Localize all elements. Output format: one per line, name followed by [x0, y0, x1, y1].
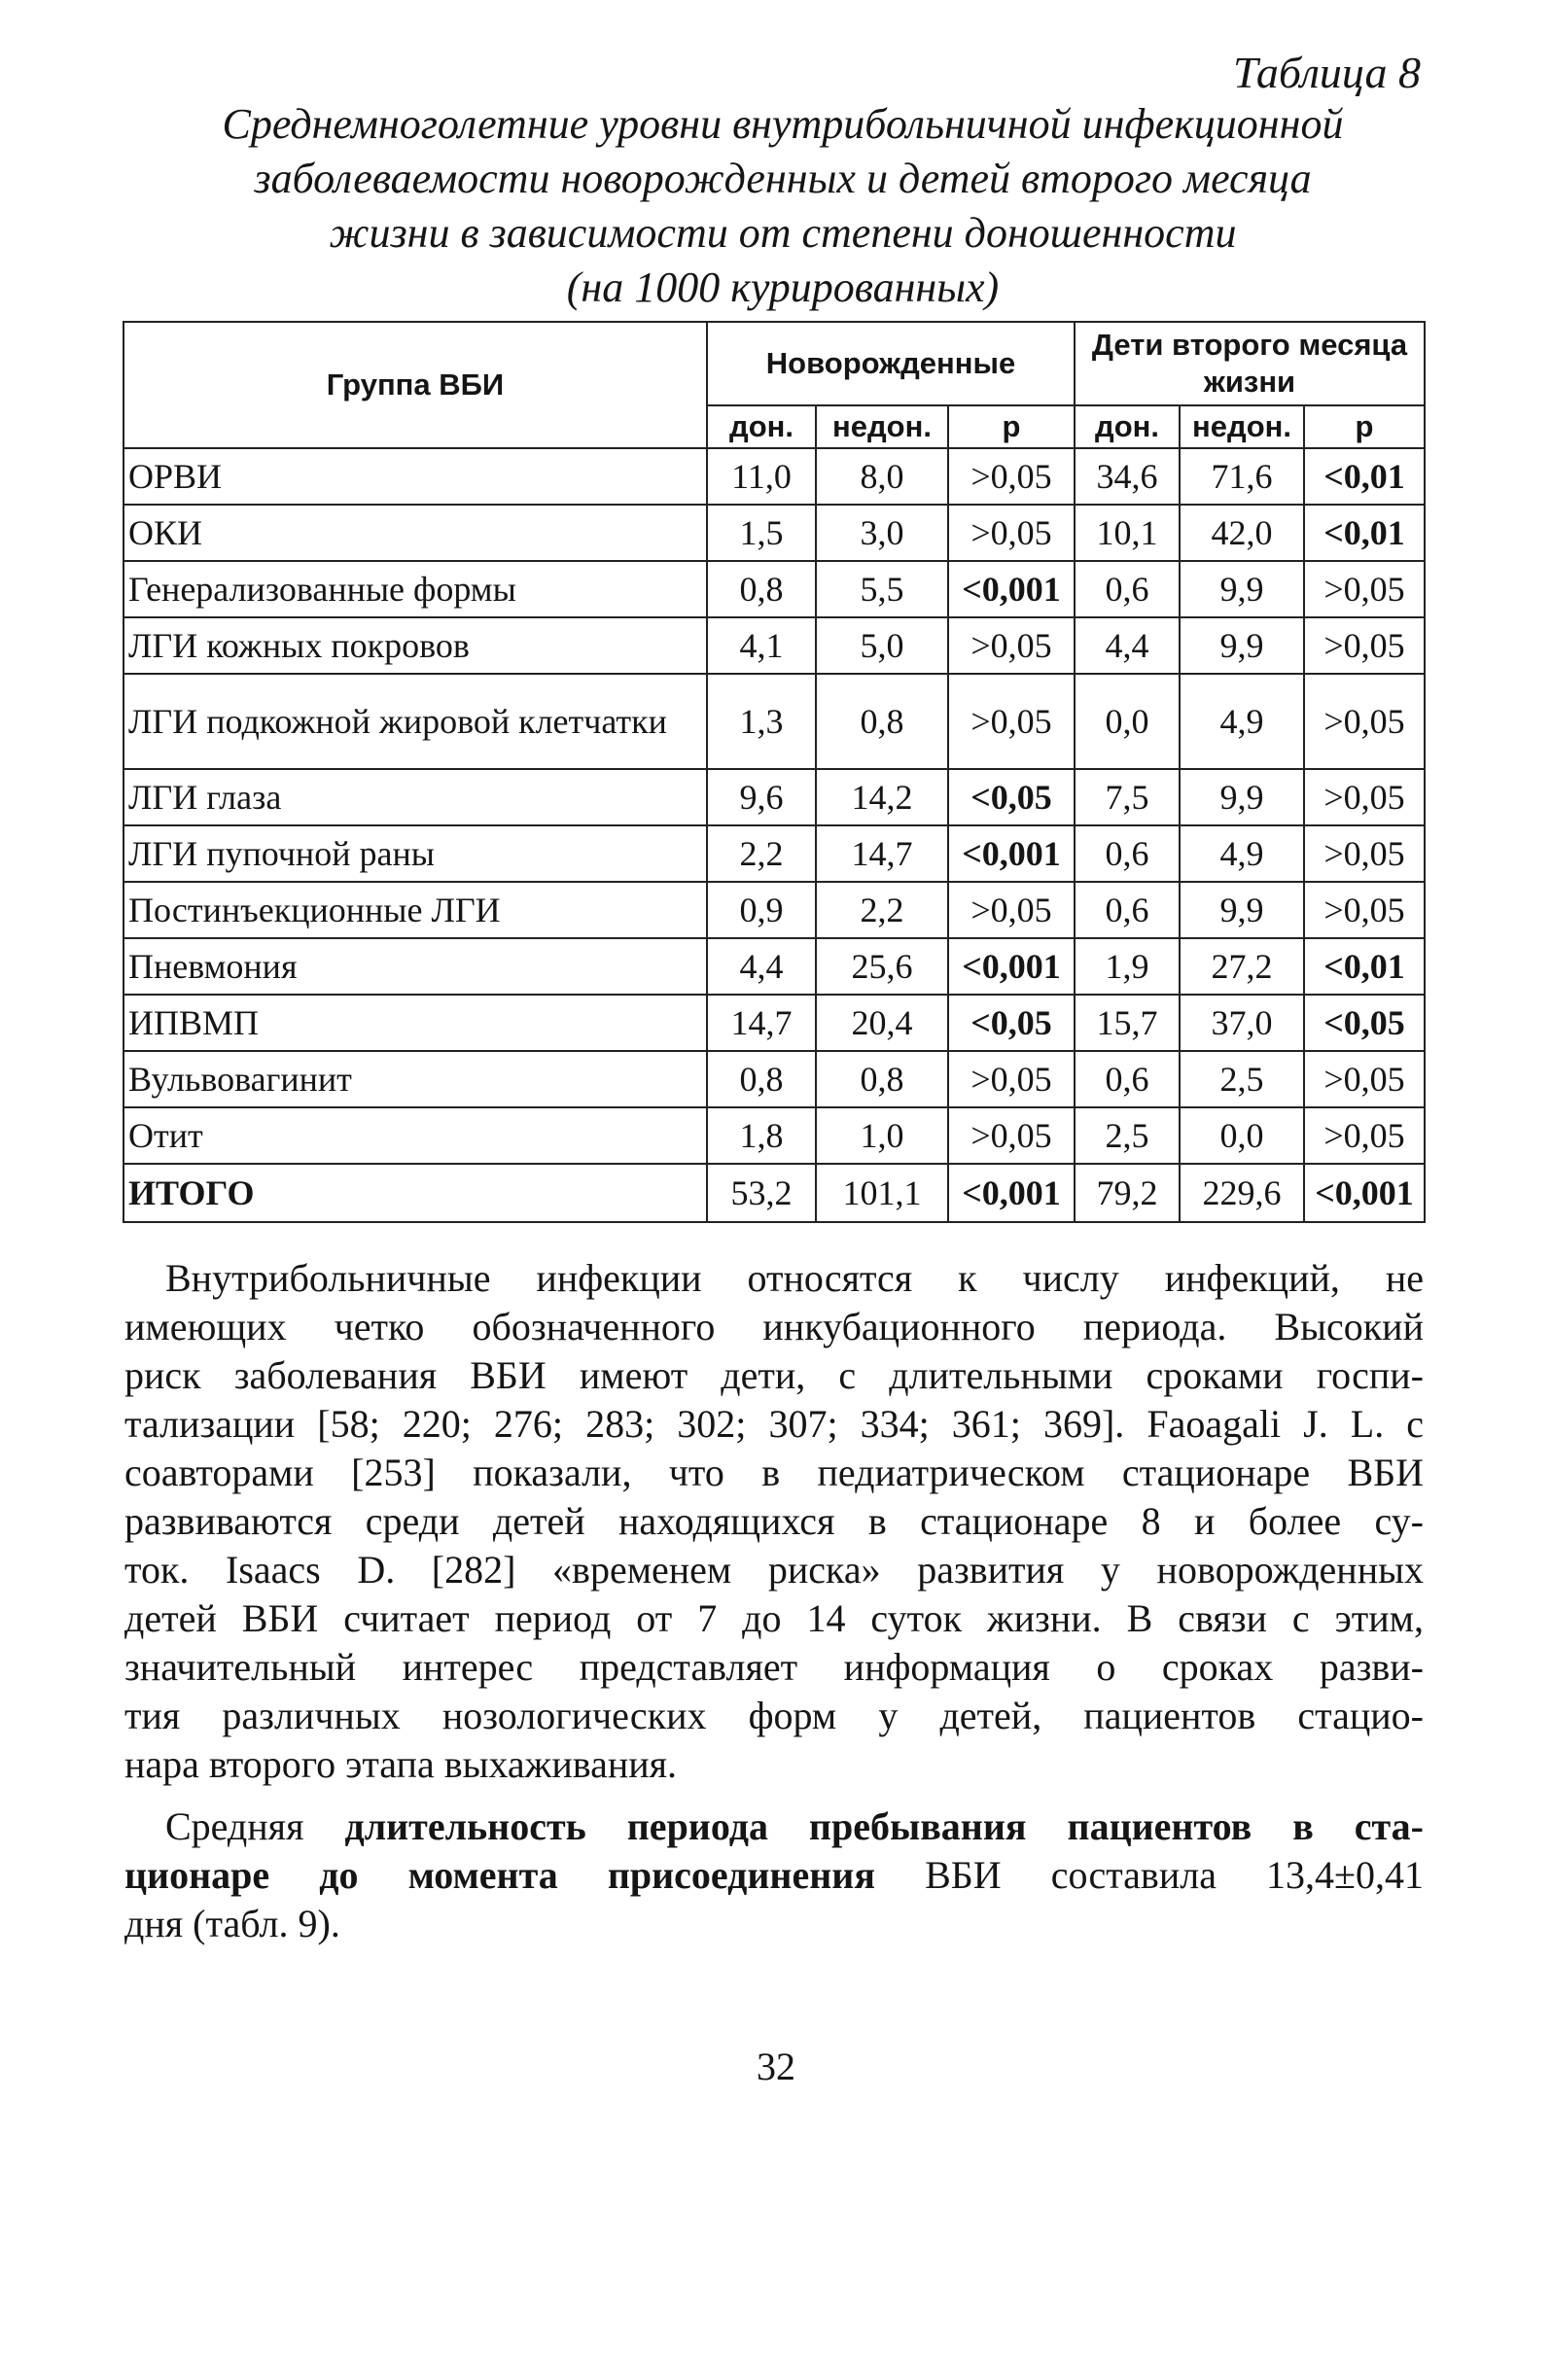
table-row [123, 448, 1425, 505]
cell: 0,6 [1075, 1051, 1180, 1107]
subheader-nedon: недон. [816, 405, 948, 448]
table-row [123, 1051, 1425, 1107]
cell: >0,05 [948, 882, 1075, 938]
bold-text: ционаре до момента присоединения [124, 1853, 875, 1897]
paragraph-line: дня (табл. 9). [124, 1902, 340, 1945]
cell: >0,05 [1304, 1107, 1425, 1164]
cell: 0,6 [1075, 561, 1180, 617]
cell: 10,1 [1075, 505, 1180, 561]
cell: 4,4 [1075, 617, 1180, 674]
cell: 79,2 [1075, 1164, 1180, 1222]
cell: <0,01 [1304, 448, 1425, 505]
cell: 2,2 [707, 825, 816, 882]
cell: >0,05 [948, 1107, 1075, 1164]
cell: 0,0 [1180, 1107, 1304, 1164]
paragraph-line: развиваются среди детей находящихся в стационаре 8 и более су- [124, 1499, 1424, 1543]
incidence-table [123, 321, 1426, 1223]
cell: <0,05 [948, 995, 1075, 1051]
cell: <0,05 [1304, 995, 1425, 1051]
cell: <0,01 [1304, 938, 1425, 995]
table-row [123, 1107, 1425, 1164]
cell: >0,05 [948, 448, 1075, 505]
cell: 0,8 [816, 1051, 948, 1107]
cell: >0,05 [1304, 769, 1425, 825]
cell: <0,05 [948, 769, 1075, 825]
paragraph-line [124, 1802, 1424, 1851]
cell: <0,001 [948, 825, 1075, 882]
table-caption [136, 97, 1429, 315]
subheader-p: p [1304, 405, 1425, 448]
cell: 101,1 [816, 1164, 948, 1222]
row-label: Генерализованные формы [123, 561, 707, 617]
cell: 1,9 [1075, 938, 1180, 995]
cell: <0,001 [948, 561, 1075, 617]
paragraph-line: соавторами [253] показали, что в педиатрическом стационаре ВБИ [124, 1451, 1424, 1494]
cell: >0,05 [948, 1051, 1075, 1107]
row-label: ОРВИ [123, 448, 707, 505]
header-second-month: Дети второго месяца жизни [1075, 322, 1425, 405]
row-label: Вульвовагинит [123, 1051, 707, 1107]
cell: 2,5 [1075, 1107, 1180, 1164]
cell: 2,2 [816, 882, 948, 938]
table-row [123, 561, 1425, 617]
cell: 4,4 [707, 938, 816, 995]
cell: >0,05 [948, 617, 1075, 674]
cell: 14,7 [707, 995, 816, 1051]
cell: 0,8 [707, 561, 816, 617]
plain-text: ВБИ составила 13,4±0,41 [874, 1853, 1424, 1897]
header-newborn: Новорожденные [707, 322, 1075, 405]
table-row [123, 995, 1425, 1051]
caption-line: Среднемноголетние уровни внутрибольничной инфекционной [222, 100, 1344, 148]
row-label: ОКИ [123, 505, 707, 561]
table-row [123, 505, 1425, 561]
cell: 1,8 [707, 1107, 816, 1164]
header-group: Группа ВБИ [123, 322, 707, 448]
cell: >0,05 [1304, 674, 1425, 769]
body-paragraph-2 [124, 1802, 1424, 1948]
cell: >0,05 [1304, 1051, 1425, 1107]
row-label: ЛГИ пупочной раны [123, 825, 707, 882]
cell: 3,0 [816, 505, 948, 561]
caption-line: жизни в зависимости от степени доношенности [329, 209, 1237, 257]
paragraph-line: нара второго этапа выхаживания. [124, 1742, 678, 1786]
cell: <0,001 [948, 938, 1075, 995]
paragraph-line: риск заболевания ВБИ имеют дети, с длительными сроками госпи- [124, 1353, 1424, 1397]
cell: 9,9 [1180, 882, 1304, 938]
paragraph-line: ток. Isaacs D. [282] «временем риска» развития у новорожденных [124, 1548, 1424, 1592]
cell: >0,05 [948, 674, 1075, 769]
table-number: Таблица 8 [1232, 48, 1421, 97]
cell: >0,05 [1304, 561, 1425, 617]
cell: 71,6 [1180, 448, 1304, 505]
table-row [123, 769, 1425, 825]
cell: 8,0 [816, 448, 948, 505]
row-label: ЛГИ подкожной жировой клетчатки [123, 674, 707, 769]
row-label: Отит [123, 1107, 707, 1164]
cell: 229,6 [1180, 1164, 1304, 1222]
cell: 0,6 [1075, 825, 1180, 882]
body-paragraph [124, 1254, 1424, 1789]
paragraph-line: тия различных нозологических форм у детей, пациентов стацио- [124, 1694, 1424, 1737]
cell: 1,3 [707, 674, 816, 769]
row-label: ЛГИ глаза [123, 769, 707, 825]
caption-line: заболеваемости новорожденных и детей второго месяца [254, 155, 1312, 202]
cell: 0,6 [1075, 882, 1180, 938]
cell: 27,2 [1180, 938, 1304, 995]
cell: 4,9 [1180, 825, 1304, 882]
cell: 9,9 [1180, 561, 1304, 617]
paragraph-line: детей ВБИ считает период от 7 до 14 суток жизни. В связи с этим, [124, 1596, 1424, 1640]
cell: 1,5 [707, 505, 816, 561]
bold-text: длительность периода пребывания пациентов в ста- [344, 1804, 1424, 1848]
plain-text: Средняя [165, 1804, 345, 1848]
row-label: Пневмония [123, 938, 707, 995]
cell: 9,9 [1180, 617, 1304, 674]
cell: 25,6 [816, 938, 948, 995]
subheader-don: дон. [1075, 405, 1180, 448]
cell: 14,2 [816, 769, 948, 825]
cell: 5,5 [816, 561, 948, 617]
cell: 14,7 [816, 825, 948, 882]
paragraph-line: Внутрибольничные инфекции относятся к числу инфекций, не [165, 1256, 1424, 1300]
cell: 7,5 [1075, 769, 1180, 825]
cell: <0,001 [948, 1164, 1075, 1222]
cell: 53,2 [707, 1164, 816, 1222]
cell: 11,0 [707, 448, 816, 505]
cell: <0,001 [1304, 1164, 1425, 1222]
paragraph-line [124, 1851, 1424, 1900]
row-label: ИТОГО [123, 1164, 707, 1222]
cell: 20,4 [816, 995, 948, 1051]
cell: <0,01 [1304, 505, 1425, 561]
subheader-don: дон. [707, 405, 816, 448]
cell: >0,05 [1304, 882, 1425, 938]
cell: 9,6 [707, 769, 816, 825]
paragraph-line: значительный интерес представляет информация о сроках разви- [124, 1645, 1424, 1689]
table-row [123, 825, 1425, 882]
cell: 9,9 [1180, 769, 1304, 825]
cell: 5,0 [816, 617, 948, 674]
row-label: ИПВМП [123, 995, 707, 1051]
cell: 37,0 [1180, 995, 1304, 1051]
cell: >0,05 [1304, 825, 1425, 882]
cell: 4,9 [1180, 674, 1304, 769]
cell: >0,05 [1304, 617, 1425, 674]
caption-line: (на 1000 курированных) [566, 263, 1000, 311]
cell: 0,8 [816, 674, 948, 769]
subheader-nedon: недон. [1180, 405, 1304, 448]
table-row [123, 674, 1425, 769]
table-row [123, 938, 1425, 995]
cell: 34,6 [1075, 448, 1180, 505]
table-row [123, 617, 1425, 674]
cell: 4,1 [707, 617, 816, 674]
subheader-p: p [948, 405, 1075, 448]
cell: 15,7 [1075, 995, 1180, 1051]
paragraph-line: тализации [58; 220; 276; 283; 302; 307; 334; 361; 369]. Faoagali J. L. с [124, 1402, 1424, 1446]
row-label: ЛГИ кожных покровов [123, 617, 707, 674]
row-label: Постинъекционные ЛГИ [123, 882, 707, 938]
page-number: 32 [757, 2045, 795, 2088]
cell: >0,05 [948, 505, 1075, 561]
table-total-row [123, 1164, 1425, 1222]
cell: 1,0 [816, 1107, 948, 1164]
paragraph-line: имеющих четко обозначенного инкубационного периода. Высокий [124, 1305, 1424, 1348]
table-row [123, 882, 1425, 938]
cell: 0,8 [707, 1051, 816, 1107]
cell: 42,0 [1180, 505, 1304, 561]
cell: 0,0 [1075, 674, 1180, 769]
cell: 2,5 [1180, 1051, 1304, 1107]
cell: 0,9 [707, 882, 816, 938]
